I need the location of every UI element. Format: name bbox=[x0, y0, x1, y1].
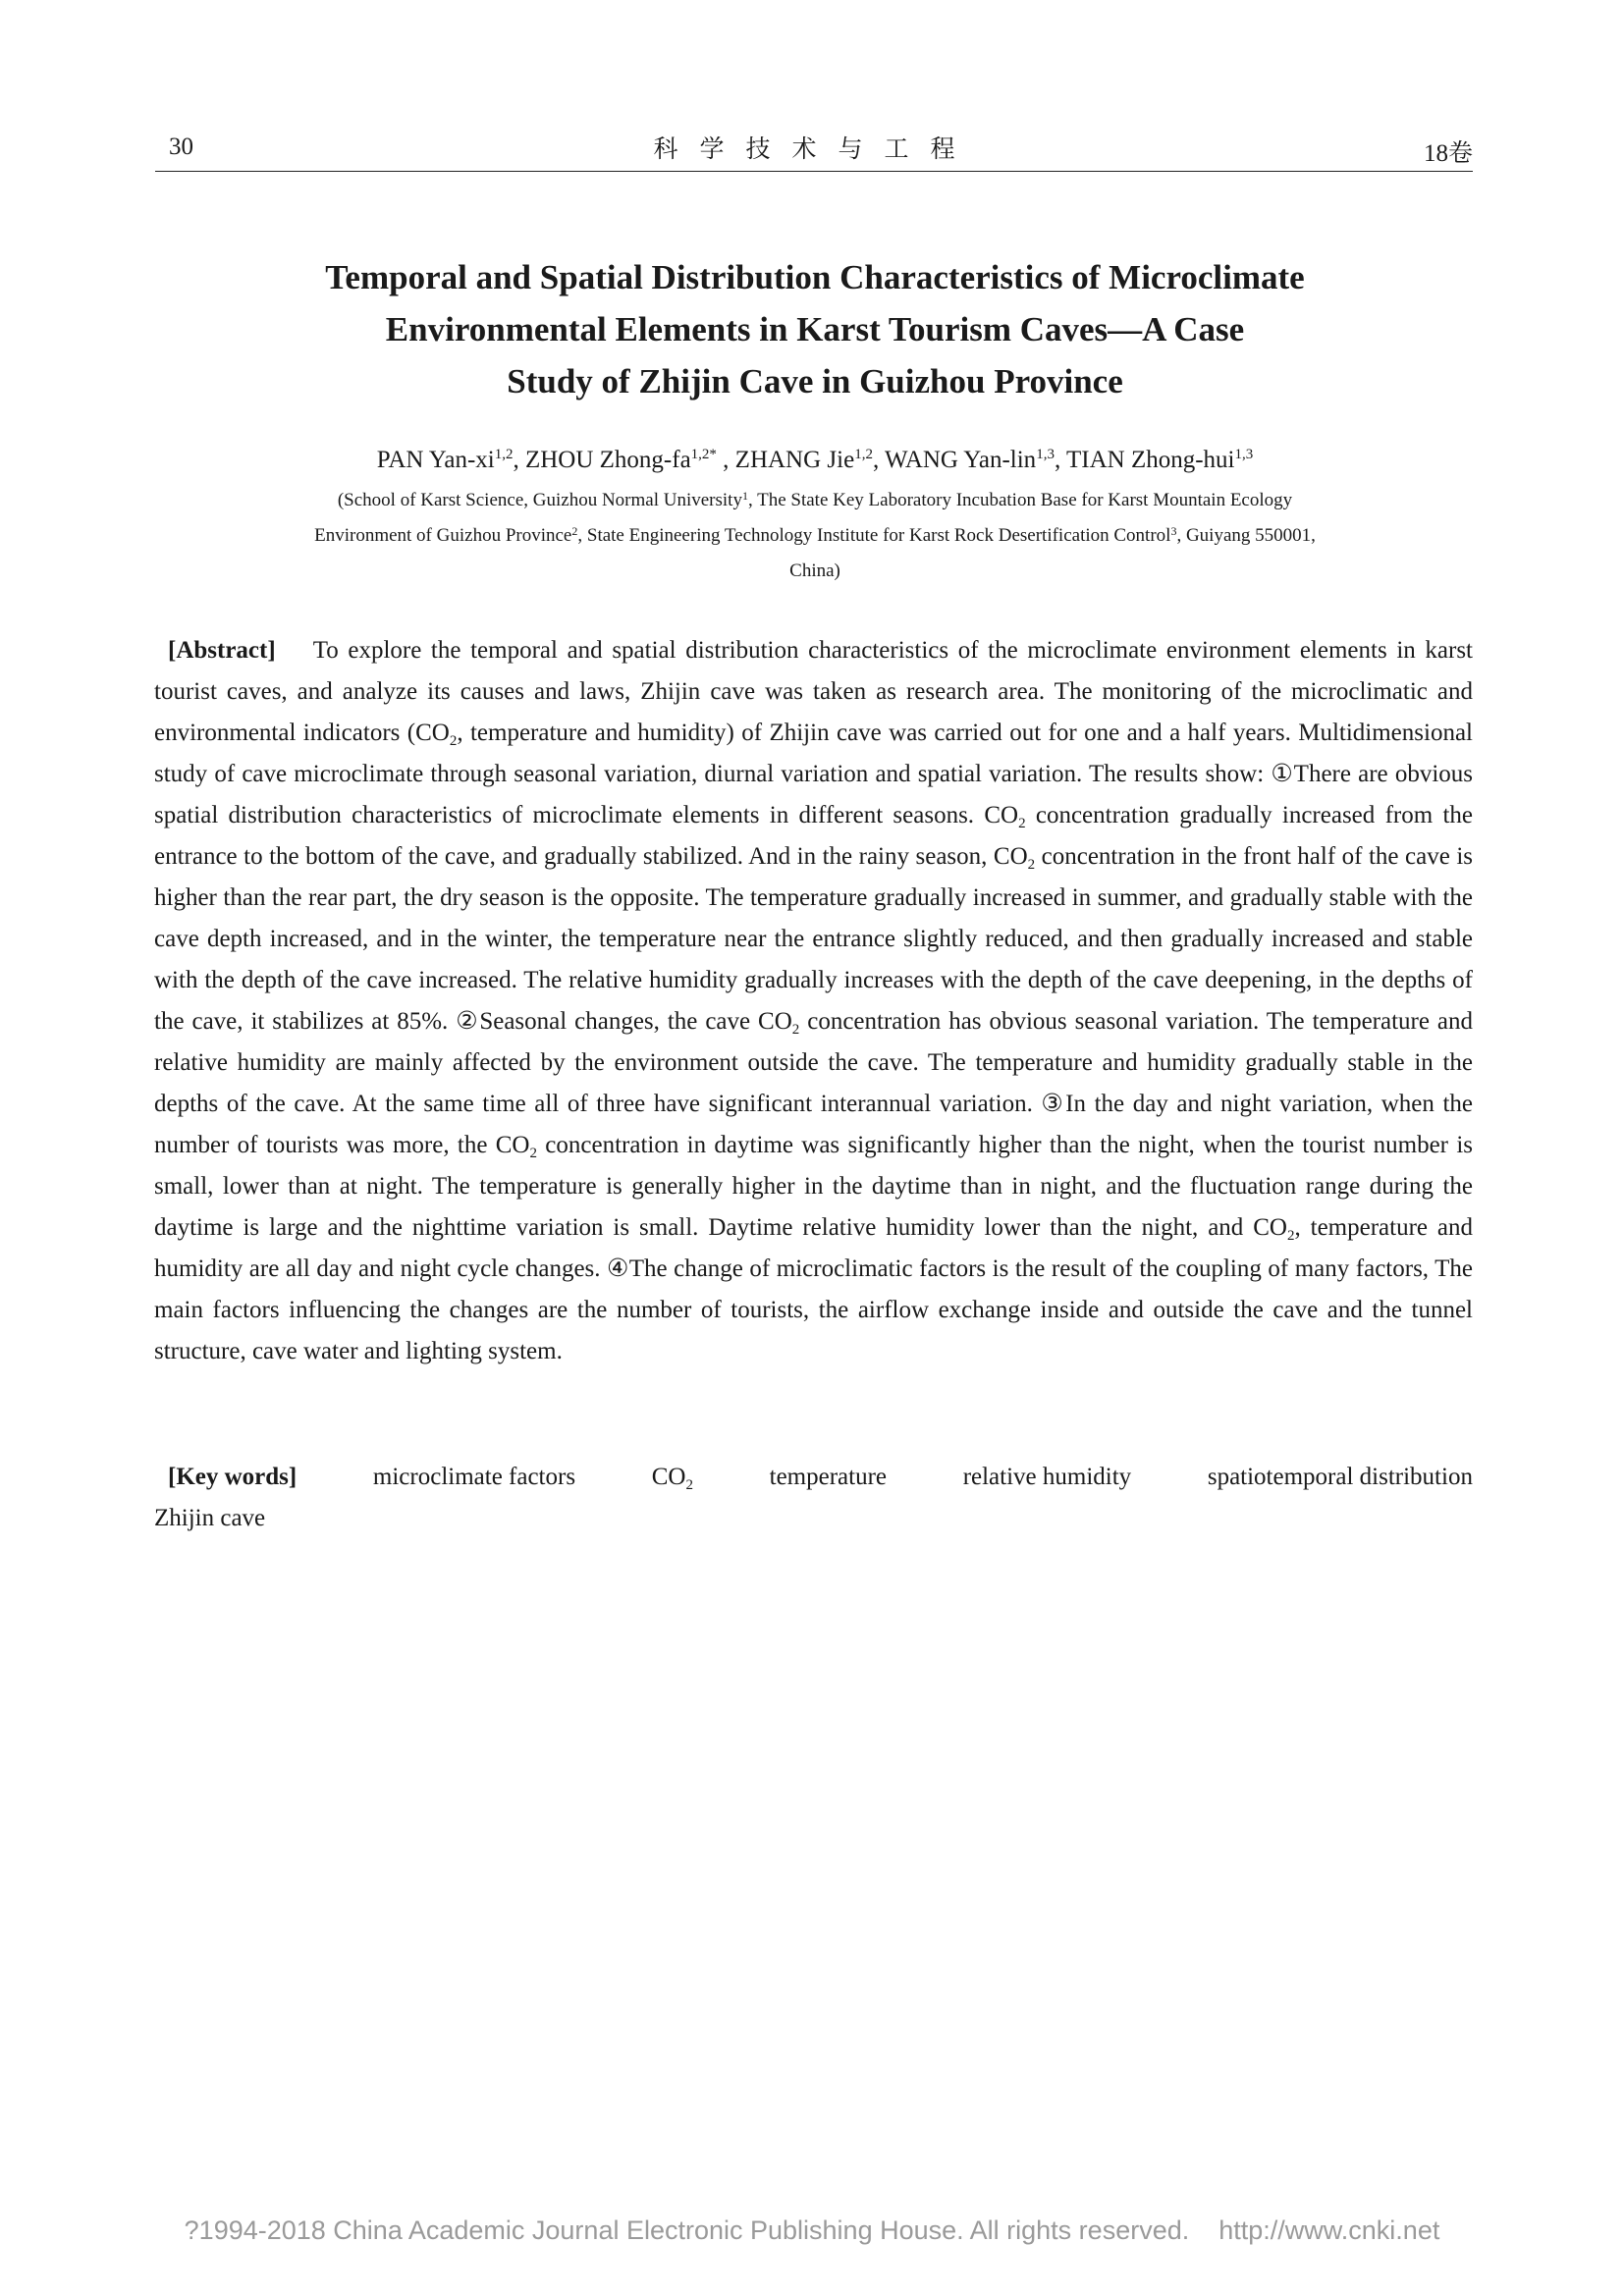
keywords-label: [Key words] bbox=[168, 1464, 298, 1490]
author: PAN Yan-xi$^{1,2}$, bbox=[376, 447, 525, 473]
paper-title bbox=[157, 251, 1473, 407]
header-rule bbox=[155, 171, 1473, 172]
author: ZHOU Zhong-$fa^{1,2*}$ , bbox=[524, 447, 735, 473]
title-line: Environmental Elements in Karst Tourism Caves—A Case bbox=[385, 310, 1245, 348]
abstract-label: [Abstract] bbox=[168, 637, 276, 664]
title-line: Study of Zhijin Cave in Guizhou Province bbox=[507, 362, 1123, 400]
keyword: Zhijin cave bbox=[154, 1505, 266, 1531]
footer-url[interactable]: http://www.cnki.net bbox=[1218, 2216, 1440, 2245]
keyword: $CO_2$ bbox=[651, 1464, 693, 1493]
copyright-footer bbox=[0, 2216, 1624, 2246]
keyword: relative humidity bbox=[962, 1464, 1132, 1490]
affiliations: (School of Karst Science, Guizhou Normal University$^1$, The State Key Laboratory Incubation Base for Karst Mountain Ecology Environment of Guizhou Province$^2$, State Engineering Technology Institute for Karst Rock Desertification Control$^3$, Guiyang 550001, China) bbox=[314, 489, 1316, 581]
keywords bbox=[154, 1457, 1473, 1539]
keyword: temperature bbox=[769, 1464, 888, 1490]
page-number: 30 bbox=[169, 133, 193, 160]
abstract: [Abstract] To explore the temporal and spatial distribution characteristics of the microclimate environment elements in karst tourist caves, and analyze its causes and laws, Zhijin cave was taken as research area. The monitoring of the microclimatic and environmental indicators ($CO_2$, temperature and humidity) of Zhijin cave was carried out for one and a half years. Multidimensional study of cave microclimate through seasonal variation, diurnal variation and spatial variation. The results show: ①There are obvious spatial distribution characteristics of microclimate elements in different seasons. $CO_2$ concentration gradually increased from the entrance to the bottom of the cave, and gradually stabilized. And in the rainy season, $CO_2$ concentration in the front half of the cave is higher than the rear part, the dry season is the opposite. The temperature gradually increased in summer, and gradually stable with the cave depth increased, and in the winter, the temperature near the entrance slightly reduced, and then gradually increased and stable with the depth of the cave increased. The relative humidity gradually increases with the depth of the cave deepening, in the depths of the cave, it stabilizes at 85%. ②Seasonal changes, the cave $CO_2$ concentration has obvious seasonal variation. The temperature and relative humidity are mainly affected by the environment outside the cave. The temperature and humidity gradually stable in the depths of the cave. At the same time all of three have significant interannual variation. ③In the day and night variation, when the number of tourists was more, the $CO_2$ concentration in daytime was significantly higher than the night, when the tourist number is small, lower than at night. The temperature is generally higher in the daytime than in night, and the fluctuation range during the daytime is large and the nighttime variation is small. Daytime relative humidity lower than the night, and $CO_2$, temperature and humidity are all day and night cycle changes. ④The change of microclimatic factors is the result of the coupling of many factors, The main factors influencing the changes are the number of tourists, the airflow exchange inside and outside the cave and the tunnel structure, cave water and lighting system. bbox=[154, 637, 1473, 1364]
author: WANG Yan-lin$^{1,3}$, bbox=[885, 447, 1066, 473]
title-line: Temporal and Spatial Distribution Characteristics of Microclimate bbox=[325, 258, 1305, 296]
author-list bbox=[157, 444, 1473, 477]
keyword: microclimate factors bbox=[372, 1464, 576, 1490]
author: TIAN Zhong-hui$^{1,3}$ bbox=[1066, 447, 1254, 473]
volume-label: 18卷 bbox=[1423, 140, 1473, 167]
author: ZHANG Jie$^{1,2}$, bbox=[734, 447, 885, 473]
keyword: spatiotemporal distribution bbox=[1207, 1464, 1473, 1490]
running-header bbox=[157, 130, 1473, 169]
copyright-text: ?1994-2018 China Academic Journal Electronic Publishing House. All rights reserved. bbox=[184, 2216, 1190, 2245]
journal-name: 科学技术与工程 bbox=[653, 134, 977, 163]
